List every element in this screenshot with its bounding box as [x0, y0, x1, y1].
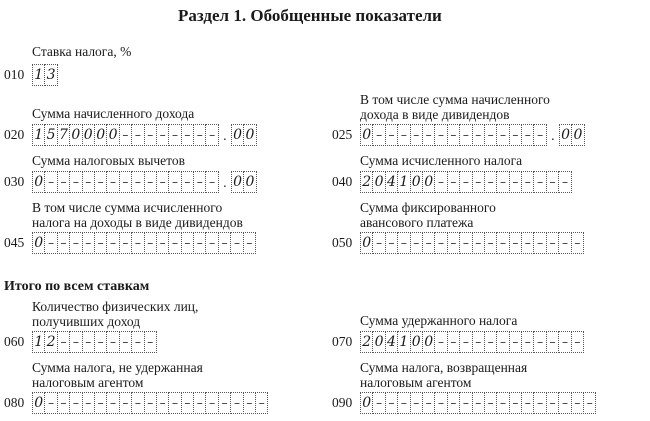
digit-cell[interactable]: – — [533, 232, 546, 254]
field-code: 020 — [4, 127, 25, 142]
digit-cell[interactable]: – — [57, 232, 70, 254]
digit-cell[interactable]: – — [521, 392, 534, 414]
digit-cell[interactable]: – — [509, 124, 522, 146]
digit-cell[interactable]: – — [496, 232, 509, 254]
field-label — [32, 153, 185, 168]
digit-cell[interactable]: – — [131, 331, 144, 353]
field-cells[interactable] — [360, 392, 596, 414]
field-cells[interactable] — [32, 64, 58, 86]
decimal-separator: . — [223, 129, 227, 144]
digit-cell[interactable]: 4 — [385, 171, 398, 193]
digit-cell[interactable]: – — [193, 232, 206, 254]
digit-cell[interactable]: – — [205, 171, 218, 193]
digit-cell[interactable]: 0 — [410, 331, 423, 353]
field-code: 070 — [332, 334, 353, 349]
digit-cell[interactable]: – — [571, 331, 584, 353]
digit-cell[interactable]: 0 — [32, 171, 45, 193]
digit-cell[interactable]: – — [230, 232, 243, 254]
digit-cell[interactable]: – — [144, 392, 157, 414]
digit-cell[interactable]: – — [533, 331, 546, 353]
digit-cell[interactable]: – — [533, 392, 546, 414]
digit-cell[interactable]: – — [144, 232, 157, 254]
digit-cell[interactable]: – — [397, 124, 410, 146]
digit-cell[interactable]: 0 — [360, 232, 373, 254]
digit-cell[interactable]: – — [372, 232, 385, 254]
digit-cell[interactable]: – — [459, 124, 472, 146]
digit-cell[interactable]: – — [131, 232, 144, 254]
field-label-line: Сумма фиксированного — [360, 200, 496, 215]
digit-cell[interactable]: – — [131, 124, 144, 146]
digit-cell[interactable]: – — [447, 331, 460, 353]
digit-cell[interactable]: – — [385, 232, 398, 254]
field-label-line: Сумма начисленного дохода — [32, 106, 195, 121]
digit-cell[interactable]: 0 — [360, 392, 373, 414]
field-cells[interactable] — [32, 232, 256, 254]
digit-cell[interactable]: – — [119, 331, 132, 353]
digit-cell[interactable]: – — [144, 171, 157, 193]
digit-cell[interactable]: – — [82, 392, 95, 414]
digit-cell[interactable]: 0 — [32, 392, 45, 414]
digit-cell[interactable]: – — [397, 392, 410, 414]
digit-cell[interactable]: – — [181, 232, 194, 254]
digit-cell[interactable]: – — [533, 124, 546, 146]
digit-cell[interactable]: – — [94, 331, 107, 353]
digit-cell[interactable]: – — [509, 392, 522, 414]
digit-cell[interactable]: – — [434, 331, 447, 353]
field-code: 080 — [4, 395, 25, 410]
digit-cell[interactable]: 1 — [397, 171, 410, 193]
digit-cell[interactable]: – — [106, 392, 119, 414]
field-label — [360, 200, 496, 230]
digit-cell[interactable]: – — [119, 171, 132, 193]
digit-cell[interactable]: – — [397, 232, 410, 254]
subsection-title: Итого по всем ставкам — [4, 279, 150, 294]
digit-cell[interactable]: – — [181, 171, 194, 193]
digit-cell[interactable]: – — [583, 392, 596, 414]
digit-cell[interactable]: – — [496, 171, 509, 193]
field-label-line: Сумма налоговых вычетов — [32, 153, 186, 168]
field-label-line: Сумма исчисленного налога — [360, 153, 523, 168]
digit-cell[interactable]: – — [484, 232, 497, 254]
digit-cell[interactable]: – — [69, 392, 82, 414]
digit-cell[interactable]: 0 — [82, 124, 95, 146]
digit-cell[interactable]: – — [496, 392, 509, 414]
digit-cell[interactable]: – — [218, 232, 231, 254]
field-label — [32, 299, 198, 329]
digit-cell[interactable]: – — [119, 124, 132, 146]
field-label-line: Сумма налога, не удержанная — [32, 360, 203, 375]
field-label — [32, 44, 131, 59]
digit-cell[interactable]: – — [94, 232, 107, 254]
digit-cell[interactable]: 1 — [32, 64, 45, 86]
digit-cell[interactable]: – — [521, 124, 534, 146]
digit-cell[interactable]: – — [472, 171, 485, 193]
digit-cell[interactable]: – — [372, 124, 385, 146]
decimal-cell[interactable]: 0 — [559, 124, 572, 146]
field-label — [32, 106, 194, 121]
field-code: 045 — [4, 235, 25, 250]
field-label — [32, 360, 203, 390]
field-label — [360, 360, 527, 390]
digit-cell[interactable]: – — [156, 171, 169, 193]
digit-cell[interactable]: – — [459, 171, 472, 193]
digit-cell[interactable]: – — [69, 331, 82, 353]
digit-cell[interactable]: – — [484, 392, 497, 414]
digit-cell[interactable]: – — [156, 392, 169, 414]
field-label-line: налоговым агентом — [360, 375, 472, 390]
field-label — [360, 92, 550, 122]
digit-cell[interactable]: – — [385, 124, 398, 146]
digit-cell[interactable]: – — [459, 331, 472, 353]
digit-cell[interactable]: – — [106, 232, 119, 254]
digit-cell[interactable]: – — [94, 171, 107, 193]
digit-cell[interactable]: – — [255, 392, 268, 414]
field-label-line: Сумма удержанного налога — [360, 313, 518, 328]
digit-cell[interactable]: – — [410, 124, 423, 146]
digit-cell[interactable]: – — [205, 232, 218, 254]
field-code: 025 — [332, 127, 353, 142]
digit-cell[interactable]: – — [69, 232, 82, 254]
field-label-line: Сумма налога, возвращенная — [360, 360, 528, 375]
field-cells[interactable] — [360, 232, 584, 254]
digit-cell[interactable]: 0 — [372, 331, 385, 353]
decimal-cell[interactable]: 0 — [231, 124, 244, 146]
digit-cell[interactable]: – — [484, 124, 497, 146]
digit-cell[interactable]: – — [410, 232, 423, 254]
digit-cell[interactable]: – — [44, 232, 57, 254]
digit-cell[interactable]: 5 — [44, 124, 57, 146]
digit-cell[interactable]: – — [472, 124, 485, 146]
digit-cell[interactable]: – — [385, 392, 398, 414]
digit-cell[interactable]: – — [57, 331, 70, 353]
digit-cell[interactable]: – — [218, 392, 231, 414]
digit-cell[interactable]: 4 — [385, 331, 398, 353]
digit-cell[interactable]: – — [447, 392, 460, 414]
digit-cell[interactable]: 7 — [57, 124, 70, 146]
digit-cell[interactable]: – — [571, 232, 584, 254]
digit-cell[interactable]: 0 — [422, 331, 435, 353]
digit-cell[interactable]: – — [496, 124, 509, 146]
field-cells[interactable] — [32, 392, 268, 414]
field-code: 090 — [332, 395, 353, 410]
field-label-line: налоговым агентом — [32, 375, 144, 390]
digit-cell[interactable]: – — [181, 124, 194, 146]
digit-cell[interactable]: – — [156, 124, 169, 146]
digit-cell[interactable]: – — [372, 392, 385, 414]
field-label — [32, 200, 243, 230]
digit-cell[interactable]: – — [82, 171, 95, 193]
digit-cell[interactable]: – — [119, 232, 132, 254]
section-title: Раздел 1. Обобщенные показатели — [178, 6, 442, 25]
digit-cell[interactable]: – — [94, 392, 107, 414]
field-cells[interactable] — [32, 331, 157, 353]
digit-cell[interactable]: – — [69, 171, 82, 193]
digit-cell[interactable]: – — [459, 392, 472, 414]
digit-cell[interactable]: – — [459, 232, 472, 254]
field-cells[interactable] — [360, 124, 585, 146]
digit-cell[interactable]: 1 — [32, 331, 45, 353]
digit-cell[interactable]: 0 — [32, 232, 45, 254]
digit-cell[interactable]: – — [106, 171, 119, 193]
decimal-cell[interactable]: 0 — [243, 124, 256, 146]
digit-cell[interactable]: – — [484, 171, 497, 193]
digit-cell[interactable]: 0 — [94, 124, 107, 146]
digit-cell[interactable]: – — [472, 232, 485, 254]
digit-cell[interactable]: – — [558, 392, 571, 414]
field-cells[interactable] — [32, 124, 257, 146]
field-label-line: налога на доходы в виде дивидендов — [32, 215, 243, 230]
digit-cell[interactable]: 0 — [360, 124, 373, 146]
digit-cell[interactable]: – — [193, 124, 206, 146]
digit-cell[interactable]: – — [558, 331, 571, 353]
field-label-line: Количество физических лиц, — [32, 299, 199, 314]
field-label — [360, 313, 517, 328]
digit-cell[interactable]: – — [546, 331, 559, 353]
digit-cell[interactable]: – — [546, 232, 559, 254]
digit-cell[interactable]: – — [509, 331, 522, 353]
digit-cell[interactable]: – — [521, 171, 534, 193]
decimal-cell[interactable]: 0 — [243, 171, 256, 193]
decimal-cell[interactable]: 0 — [231, 171, 244, 193]
field-label-line: авансового платежа — [360, 215, 474, 230]
digit-cell[interactable]: 3 — [44, 64, 57, 86]
digit-cell[interactable]: – — [546, 392, 559, 414]
digit-cell[interactable]: – — [230, 392, 243, 414]
field-label-line: Ставка налога, % — [32, 44, 132, 59]
digit-cell[interactable]: – — [447, 232, 460, 254]
digit-cell[interactable]: – — [496, 331, 509, 353]
field-label-line: получивших доход — [32, 314, 141, 329]
digit-cell[interactable]: – — [521, 331, 534, 353]
digit-cell[interactable]: – — [422, 124, 435, 146]
field-cells[interactable] — [360, 171, 572, 193]
field-code: 040 — [332, 174, 353, 189]
digit-cell[interactable]: – — [144, 124, 157, 146]
digit-cell[interactable]: 2 — [360, 171, 373, 193]
digit-cell[interactable]: – — [193, 392, 206, 414]
digit-cell[interactable]: – — [558, 232, 571, 254]
field-code: 010 — [4, 67, 25, 82]
field-label-line: В том числе сумма начисленного — [360, 92, 550, 107]
digit-cell[interactable]: – — [193, 171, 206, 193]
digit-cell[interactable]: – — [521, 232, 534, 254]
digit-cell[interactable]: 0 — [106, 124, 119, 146]
digit-cell[interactable]: – — [422, 392, 435, 414]
digit-cell[interactable]: – — [156, 232, 169, 254]
field-label-line: В том числе сумма исчисленного — [32, 200, 223, 215]
field-label — [360, 153, 522, 168]
digit-cell[interactable]: – — [422, 232, 435, 254]
digit-cell[interactable]: – — [168, 392, 181, 414]
decimal-separator: . — [223, 176, 227, 191]
decimal-separator: . — [551, 129, 555, 144]
digit-cell[interactable]: – — [571, 392, 584, 414]
digit-cell[interactable]: 1 — [397, 331, 410, 353]
field-code: 030 — [4, 174, 25, 189]
digit-cell[interactable]: – — [205, 392, 218, 414]
digit-cell[interactable]: – — [434, 232, 447, 254]
digit-cell[interactable]: 0 — [410, 171, 423, 193]
field-cells[interactable] — [360, 331, 584, 353]
digit-cell[interactable]: – — [57, 171, 70, 193]
digit-cell[interactable]: – — [472, 392, 485, 414]
digit-cell[interactable]: – — [447, 124, 460, 146]
digit-cell[interactable]: – — [131, 171, 144, 193]
digit-cell[interactable]: – — [434, 392, 447, 414]
digit-cell[interactable]: 2 — [44, 331, 57, 353]
field-code: 060 — [4, 334, 25, 349]
digit-cell[interactable]: – — [82, 232, 95, 254]
digit-cell[interactable]: – — [509, 232, 522, 254]
digit-cell[interactable]: – — [119, 392, 132, 414]
digit-cell[interactable]: – — [168, 171, 181, 193]
digit-cell[interactable]: – — [558, 171, 571, 193]
field-cells[interactable] — [32, 171, 257, 193]
digit-cell[interactable]: – — [484, 331, 497, 353]
digit-cell[interactable]: – — [144, 331, 157, 353]
digit-cell[interactable]: – — [205, 124, 218, 146]
digit-cell[interactable]: – — [472, 331, 485, 353]
digit-cell[interactable]: – — [546, 171, 559, 193]
field-code: 050 — [332, 235, 353, 250]
digit-cell[interactable]: 0 — [372, 171, 385, 193]
digit-cell[interactable]: – — [44, 171, 57, 193]
field-label-line: дохода в виде дивидендов — [360, 107, 510, 122]
digit-cell[interactable]: – — [243, 232, 256, 254]
digit-cell[interactable]: 0 — [422, 171, 435, 193]
digit-cell[interactable]: – — [434, 171, 447, 193]
digit-cell[interactable]: – — [509, 171, 522, 193]
digit-cell[interactable]: – — [131, 392, 144, 414]
decimal-cell[interactable]: 0 — [571, 124, 584, 146]
digit-cell[interactable]: – — [243, 392, 256, 414]
digit-cell[interactable]: – — [447, 171, 460, 193]
digit-cell[interactable]: 0 — [69, 124, 82, 146]
digit-cell[interactable]: 2 — [360, 331, 373, 353]
digit-cell[interactable]: – — [434, 124, 447, 146]
digit-cell[interactable]: – — [181, 392, 194, 414]
digit-cell[interactable]: – — [168, 124, 181, 146]
digit-cell[interactable]: – — [533, 171, 546, 193]
digit-cell[interactable]: – — [410, 392, 423, 414]
digit-cell[interactable]: – — [57, 392, 70, 414]
digit-cell[interactable]: – — [106, 331, 119, 353]
digit-cell[interactable]: – — [168, 232, 181, 254]
digit-cell[interactable]: – — [44, 392, 57, 414]
digit-cell[interactable]: – — [82, 331, 95, 353]
digit-cell[interactable]: 1 — [32, 124, 45, 146]
